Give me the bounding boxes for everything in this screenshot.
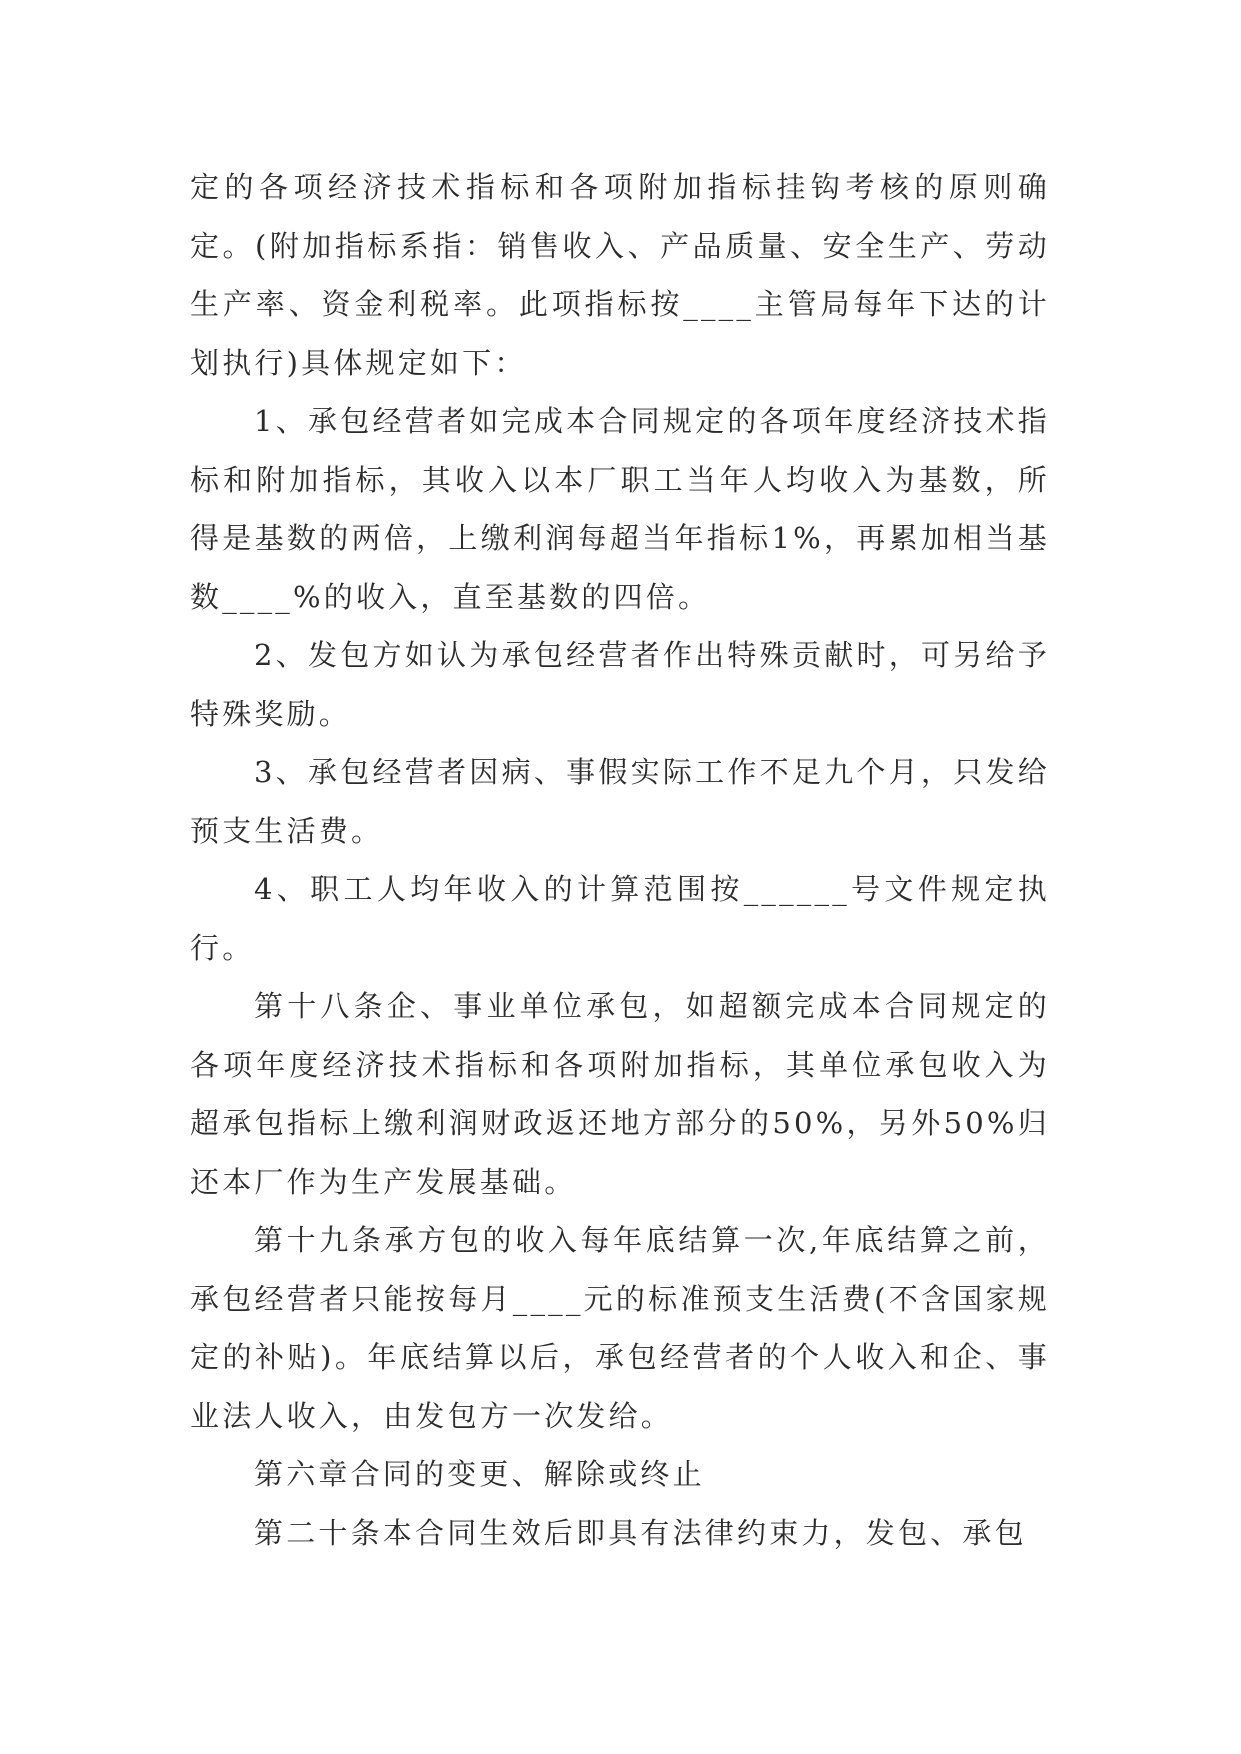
paragraph-item-1-income: 1、承包经营者如完成本合同规定的各项年度经济技术指标和附加指标，其收入以本厂职工当年人均收入为基数，所得是基数的两倍，上缴利润每超当年指标1%，再累加相当基数____%的收入，直至基数的四倍。 — [190, 404, 1050, 614]
paragraph-indicator-criteria: 定的各项经济技术指标和各项附加指标挂钩考核的原则确定。(附加指标系指：销售收入、产品质量、安全生产、劳动生产率、资金利税率。此项指标按____主管局每年下达的计划执行)具体规定如下： — [190, 170, 1050, 380]
paragraph-article-20: 第二十条本合同生效后即具有法律约束力，发包、承包 — [254, 1515, 1027, 1550]
paragraph-article-19: 第十九条承方包的收入每年底结算一次,年底结算之前，承包经营者只能按每月____元的标准预支生活费(不含国家规定的补贴)。年底结算以后，承包经营者的个人收入和企、事业法人收入，由发包方一次发给。 — [190, 1223, 1050, 1433]
paragraph-article-18: 第十八条企、事业单位承包，如超额完成本合同规定的各项年度经济技术指标和各项附加指标，其单位承包收入为超承包指标上缴利润财政返还地方部分的50%，另外50%归还本厂作为生产发展基础。 — [190, 989, 1050, 1199]
paragraph-item-2-special-reward: 2、发包方如认为承包经营者作出特殊贡献时，可另给予特殊奖励。 — [190, 638, 1050, 731]
chapter-6-heading: 第六章合同的变更、解除或终止 — [254, 1457, 705, 1491]
document-body — [190, 158, 1050, 1562]
paragraph-item-4-calculation-scope: 4、职工人均年收入的计算范围按______号文件规定执行。 — [190, 872, 1050, 965]
paragraph-item-3-sick-leave: 3、承包经营者因病、事假实际工作不足九个月，只发给预支生活费。 — [190, 755, 1050, 848]
